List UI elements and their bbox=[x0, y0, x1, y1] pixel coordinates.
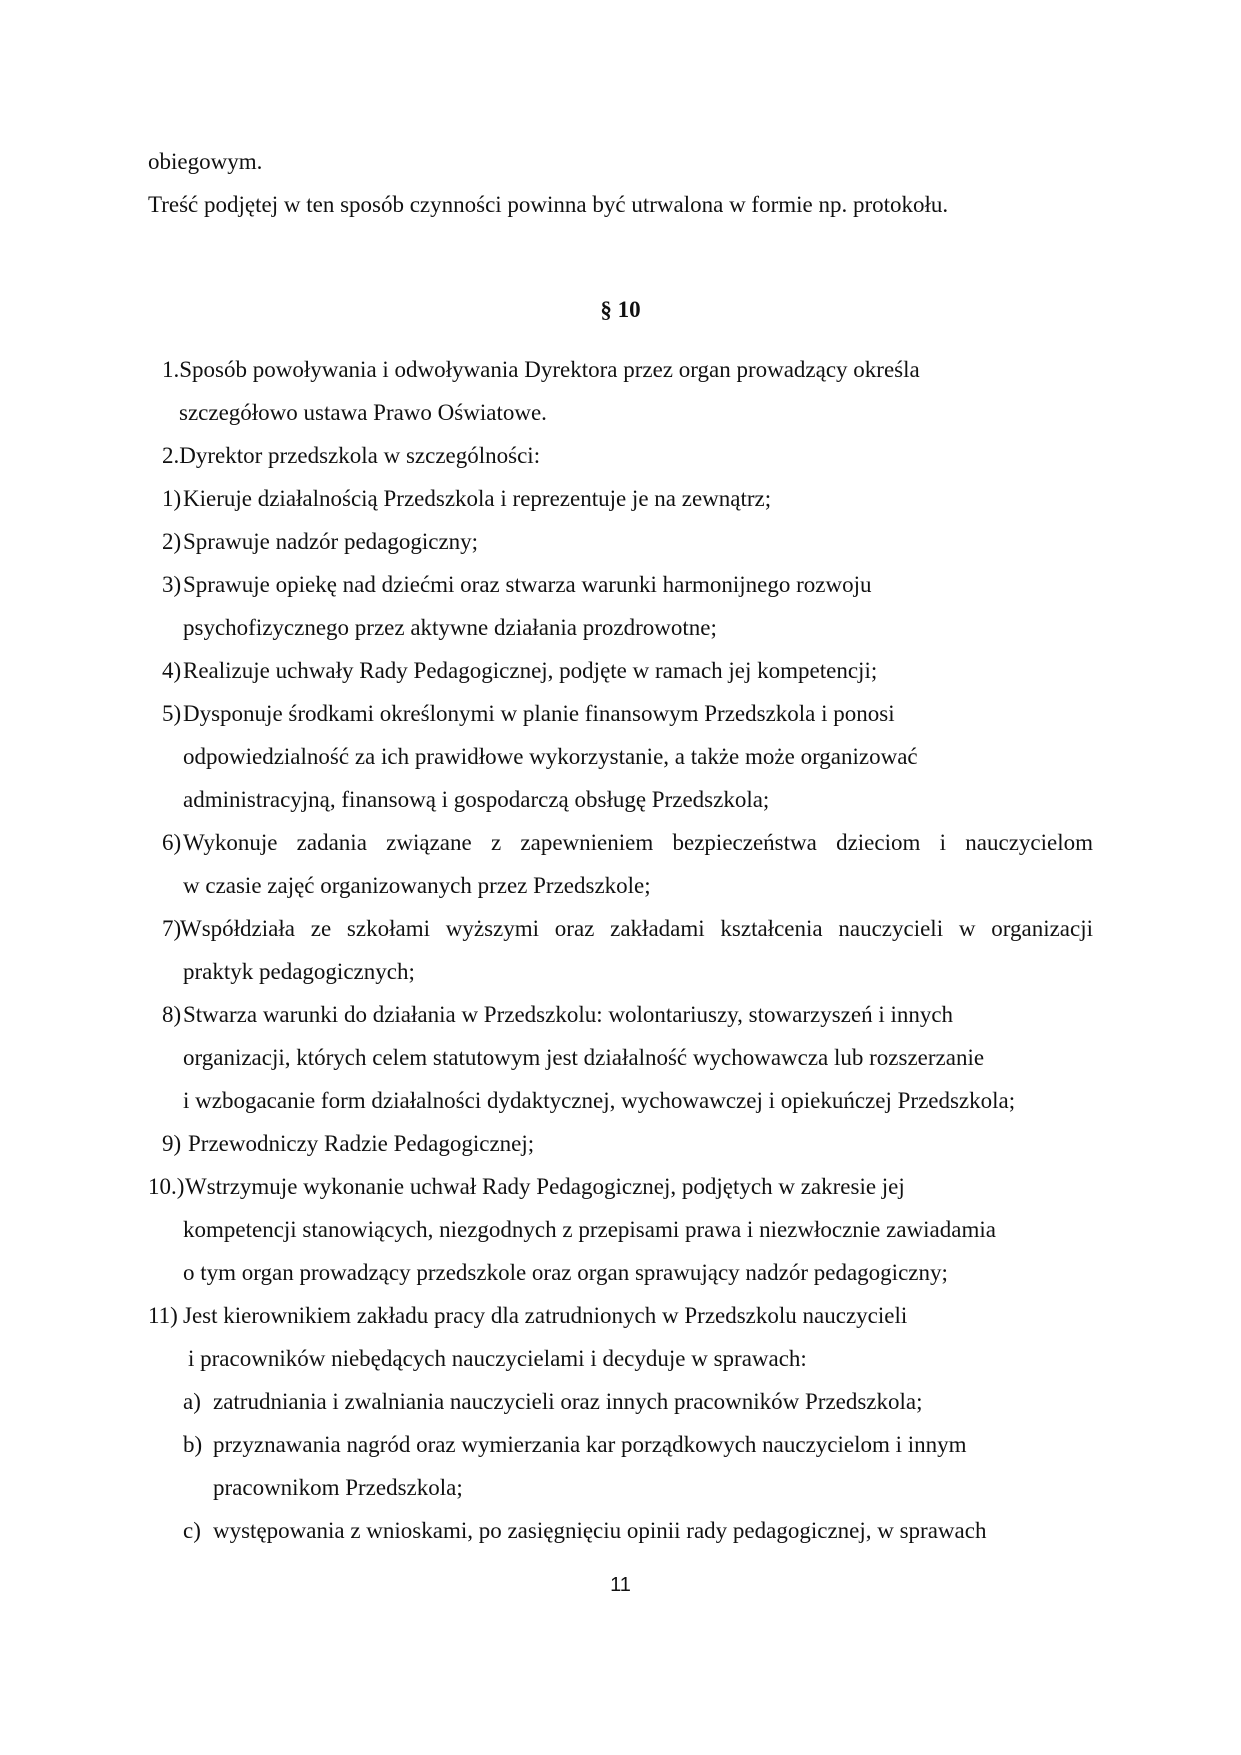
item-10-line-2: kompetencji stanowiących, niezgodnych z przepisami prawa i niezwłocznie zawiadamia bbox=[183, 1217, 996, 1242]
intro-line-2: Treść podjętej w ten sposób czynności powinna być utrwalona w formie np. protokołu. bbox=[148, 192, 949, 217]
item-10-number: 10.) bbox=[148, 1174, 185, 1199]
item-3-line-2: psychofizycznego przez aktywne działania prozdrowotne; bbox=[183, 615, 717, 640]
item-8-line-1: Stwarza warunki do działania w Przedszkolu: wolontariuszy, stowarzyszeń i innych bbox=[183, 1002, 954, 1027]
item-7-number: 7) bbox=[162, 916, 182, 941]
item-7-line-2: praktyk pedagogicznych; bbox=[183, 959, 415, 984]
paragraph-2: 2.Dyrektor przedszkola w szczególności: bbox=[162, 443, 541, 468]
item-4-line-1: Realizuje uchwały Rady Pedagogicznej, podjęte w ramach jej kompetencji; bbox=[183, 658, 878, 683]
subitem-c-line-1: występowania z wnioskami, po zasięgnięciu opinii rady pedagogicznej, w sprawach bbox=[213, 1518, 987, 1543]
item-1-number: 1) bbox=[162, 486, 182, 511]
item-3-number: 3) bbox=[162, 572, 182, 597]
item-9-number: 9) bbox=[162, 1131, 182, 1156]
item-11-line-1: Jest kierownikiem zakładu pracy dla zatrudnionych w Przedszkolu nauczycieli bbox=[183, 1303, 908, 1328]
page-number: 11 bbox=[610, 1574, 631, 1596]
item-11-number: 11) bbox=[148, 1303, 178, 1328]
item-11-line-2: i pracowników niebędących nauczycielami i decyduje w sprawach: bbox=[188, 1346, 807, 1371]
subitem-c-label: c) bbox=[183, 1518, 201, 1543]
item-10-line-1: Wstrzymuje wykonanie uchwał Rady Pedagogicznej, podjętych w zakresie jej bbox=[185, 1174, 905, 1199]
subitem-a-line-1: zatrudniania i zwalniania nauczycieli oraz innych pracowników Przedszkola; bbox=[213, 1389, 923, 1414]
item-2-number: 2) bbox=[162, 529, 182, 554]
item-5-line-1: Dysponuje środkami określonymi w planie finansowym Przedszkola i ponosi bbox=[183, 701, 895, 726]
subitem-b-line-2: pracownikom Przedszkola; bbox=[213, 1475, 463, 1500]
subitem-b-label: b) bbox=[183, 1432, 203, 1457]
item-5-number: 5) bbox=[162, 701, 182, 726]
item-8-number: 8) bbox=[162, 1002, 182, 1027]
item-6-number: 6) bbox=[162, 830, 182, 855]
item-10-line-3: o tym organ prowadzący przedszkole oraz organ sprawujący nadzór pedagogiczny; bbox=[183, 1260, 948, 1285]
intro-line-1: obiegowym. bbox=[148, 149, 263, 174]
item-8-line-2: organizacji, których celem statutowym jest działalność wychowawcza lub rozszerzanie bbox=[183, 1045, 985, 1070]
item-4-number: 4) bbox=[162, 658, 182, 683]
item-8-line-3: i wzbogacanie form działalności dydaktycznej, wychowawczej i opiekuńczej Przedszkola; bbox=[183, 1088, 1016, 1113]
item-1-line-1: Kieruje działalnością Przedszkola i reprezentuje je na zewnątrz; bbox=[183, 486, 772, 511]
subitem-b-line-1: przyznawania nagród oraz wymierzania kar porządkowych nauczycielom i innym bbox=[213, 1432, 967, 1457]
item-3-line-1: Sprawuje opiekę nad dziećmi oraz stwarza warunki harmonijnego rozwoju bbox=[183, 572, 872, 597]
paragraph-1-line-1: 1.Sposób powoływania i odwoływania Dyrektora przez organ prowadzący określa bbox=[162, 357, 920, 382]
item-5-line-2: odpowiedzialność za ich prawidłowe wykorzystanie, a także może organizować bbox=[183, 744, 918, 769]
item-6-line-1: Wykonuje zadania związane z zapewnieniem bezpieczeństwa dzieciom i nauczycielom bbox=[183, 830, 1093, 855]
paragraph-1-line-2: szczegółowo ustawa Prawo Oświatowe. bbox=[179, 400, 547, 425]
item-7-line-1: Współdziała ze szkołami wyższymi oraz zakładami kształcenia nauczycieli w organizacji bbox=[180, 916, 1093, 941]
section-heading: § 10 bbox=[600, 297, 641, 322]
item-5-line-3: administracyjną, finansową i gospodarczą obsługę Przedszkola; bbox=[183, 787, 770, 812]
subitem-a-label: a) bbox=[183, 1389, 201, 1414]
item-6-line-2: w czasie zajęć organizowanych przez Przedszkole; bbox=[183, 873, 651, 898]
item-2-line-1: Sprawuje nadzór pedagogiczny; bbox=[183, 529, 479, 554]
item-9-line-1: Przewodniczy Radzie Pedagogicznej; bbox=[188, 1131, 535, 1156]
